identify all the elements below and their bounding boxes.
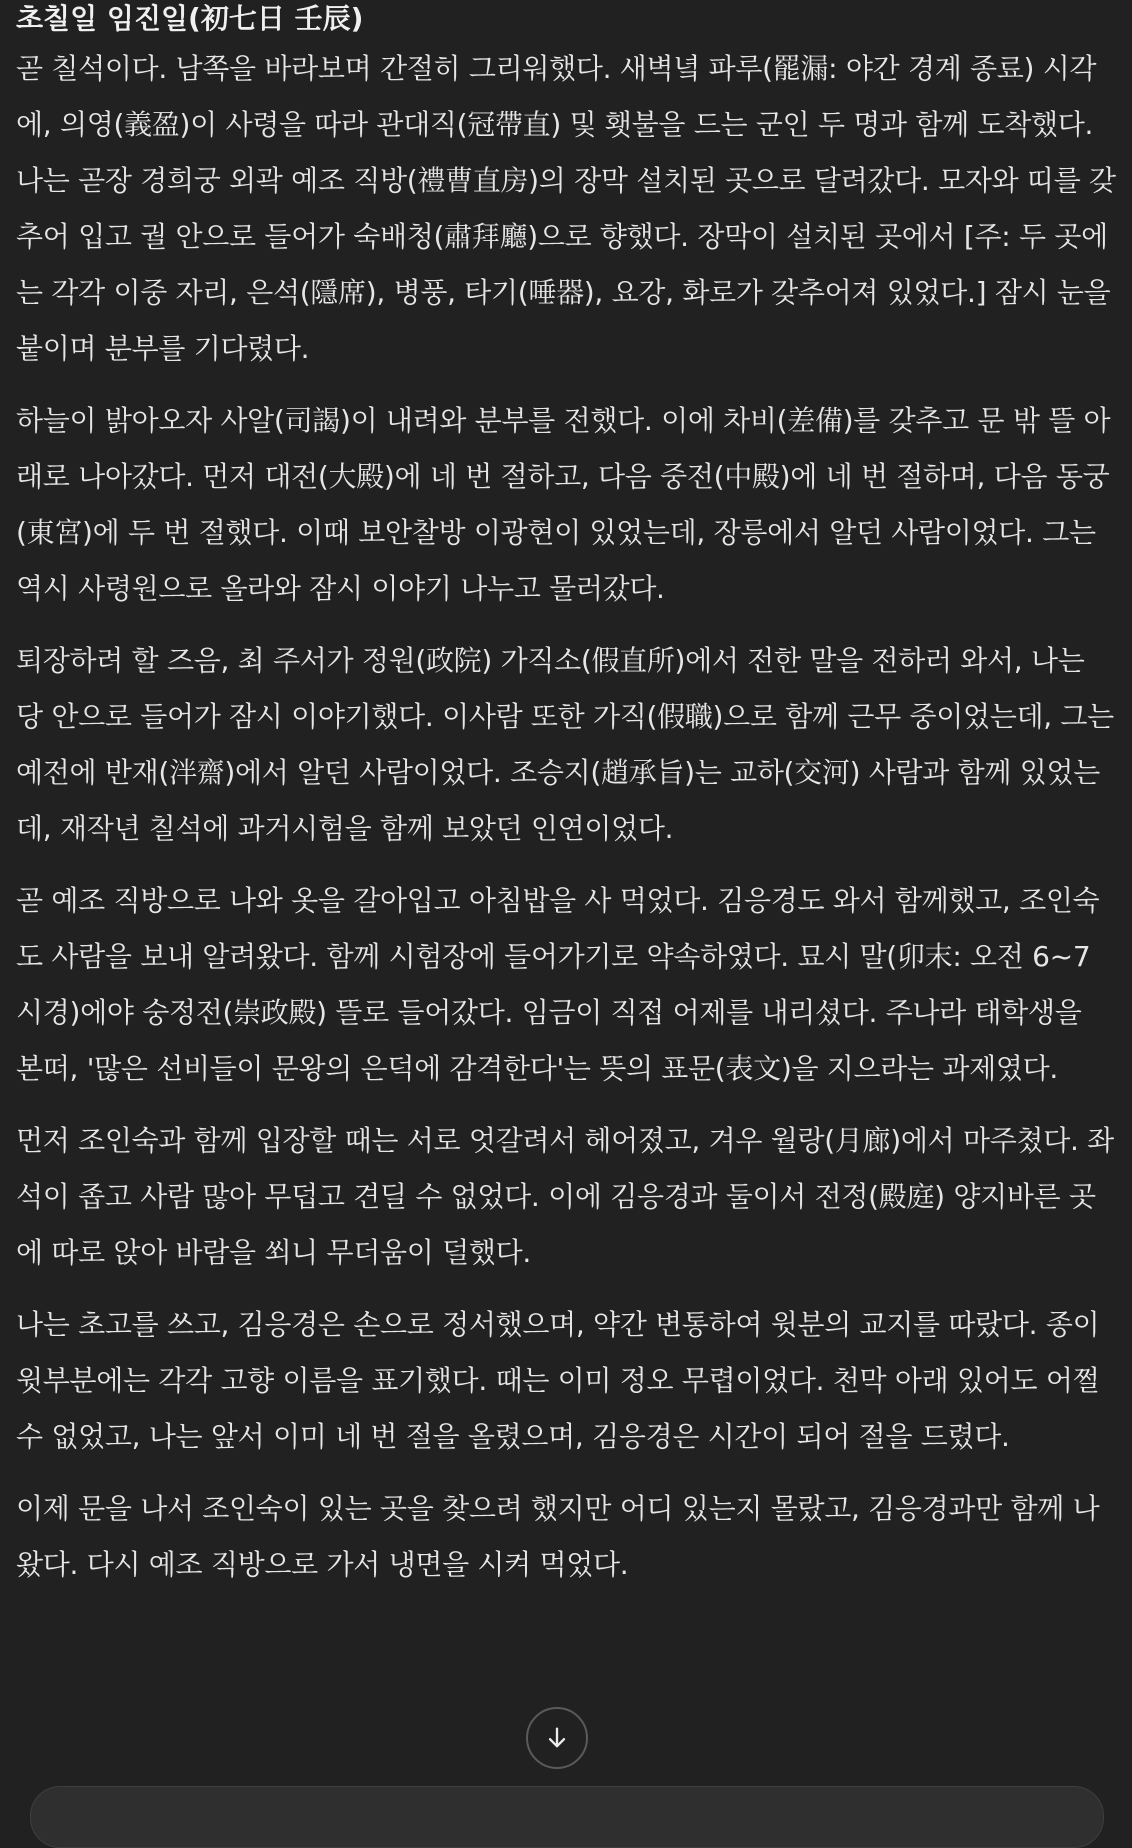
entry-heading: 초칠일 임진일(初七日 壬辰) [16, 2, 364, 35]
scroll-to-bottom-button[interactable] [526, 1707, 588, 1769]
paragraph-5: 먼저 조인숙과 함께 입장할 때는 서로 엇갈려서 헤어졌고, 겨우 월랑(月廊)에서 마주쳤다. 좌석이 좁고 사람 많아 무덥고 견딜 수 없었다. 이에 김응경과 둘이서 전정(殿庭) 양지바른 곳에 따로 앉아 바람을 쐬니 무더움이 덜했다. [16, 1124, 1114, 1269]
paragraph-4: 곧 예조 직방으로 나와 옷을 갈아입고 아침밥을 사 먹었다. 김응경도 와서 함께했고, 조인숙도 사람을 보내 알려왔다. 함께 시험장에 들어가기로 약속하였다. 묘시 말(卯末: 오전 6~7시경)에야 숭정전(崇政殿) 뜰로 들어갔다. 임금이 직접 어제를 내리셨다. 주나라 태학생을 본떠, '많은 선비들이 문왕의 은덕에 감격한다'는 뜻의 표문(表文)을 지으라는 과제였다. [16, 884, 1100, 1085]
paragraph-2: 하늘이 밝아오자 사알(司謁)이 내려와 분부를 전했다. 이에 차비(差備)를 갖추고 문 밖 뜰 아래로 나아갔다. 먼저 대전(大殿)에 네 번 절하고, 다음 중전(中殿)에 네 번 절하며, 다음 동궁(東宮)에 두 번 절했다. 이때 보안찰방 이광현이 있었는데, 장릉에서 알던 사람이었다. 그는 역시 사령원으로 올라와 잠시 이야기 나누고 물러갔다. [16, 404, 1111, 605]
paragraph-3: 퇴장하려 할 즈음, 최 주서가 정원(政院) 가직소(假直所)에서 전한 말을 전하러 와서, 나는 당 안으로 들어가 잠시 이야기했다. 이사람 또한 가직(假職)으로 함께 근무 중이었는데, 그는 예전에 반재(泮齋)에서 알던 사람이었다. 조승지(趙承旨)는 교하(交河) 사람과 함께 있었는데, 재작년 칠석에 과거시험을 함께 보았던 인연이었다. [16, 644, 1114, 845]
message-content [16, 0, 1116, 1593]
paragraph-6: 나는 초고를 쓰고, 김응경은 손으로 정서했으며, 약간 변통하여 윗분의 교지를 따랐다. 종이 윗부분에는 각각 고향 이름을 표기했다. 때는 이미 정오 무렵이었다. 천막 아래 있어도 어쩔 수 없었고, 나는 앞서 이미 네 번 절을 올렸으며, 김응경은 시간이 되어 절을 드렸다. [16, 1308, 1100, 1453]
arrow-down-icon [543, 1724, 571, 1752]
paragraph-1: 곧 칠석이다. 남쪽을 바라보며 간절히 그리워했다. 새벽녘 파루(罷漏: 야간 경계 종료) 시각에, 의영(義盈)이 사령을 따라 관대직(冠帶直) 및 횃불을 드는 군인 두 명과 함께 도착했다. 나는 곧장 경희궁 외곽 예조 직방(禮曹直房)의 장막 설치된 곳으로 달려갔다. 모자와 띠를 갖추어 입고 궐 안으로 들어가 숙배청(肅拜廳)으로 향했다. 장막이 설치된 곳에서 [주: 두 곳에는 각각 이중 자리, 은석(隱席), 병풍, 타기(唾器), 요강, 화로가 갖추어져 있었다.] 잠시 눈을 붙이며 분부를 기다렸다. [16, 52, 1116, 365]
message-composer[interactable] [30, 1786, 1104, 1848]
paragraph-7: 이제 문을 나서 조인숙이 있는 곳을 찾으려 했지만 어디 있는지 몰랐고, 김응경과만 함께 나왔다. 다시 예조 직방으로 가서 냉면을 시켜 먹었다. [16, 1492, 1100, 1581]
